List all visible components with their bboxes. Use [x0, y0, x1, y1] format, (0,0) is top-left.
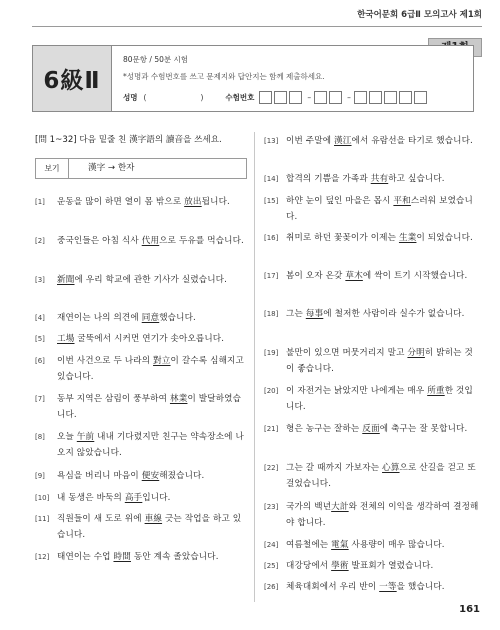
question-number: [23]	[264, 503, 279, 511]
question-item	[35, 233, 247, 249]
question-item	[35, 429, 247, 461]
question-number: [1]	[35, 198, 45, 206]
underlined-word: 車線	[144, 514, 163, 524]
question-item	[35, 353, 247, 385]
exam-info	[123, 54, 429, 104]
name-paren-open: (	[143, 93, 147, 102]
question-number: [17]	[264, 272, 279, 280]
question-number: [14]	[264, 175, 279, 183]
question-text: 동부 지역은 삼림이 풍부하여 林業이 발달하였습니다.	[57, 394, 242, 420]
exam-number-box	[414, 91, 427, 104]
question-number: [12]	[35, 553, 50, 561]
page-number: 161	[459, 604, 480, 615]
question-text: 工場 굴뚝에서 시커먼 연기가 솟아오릅니다.	[57, 334, 225, 344]
exam-info-duration: 80문항 / 50분 시험	[123, 55, 188, 64]
underlined-word: 反面	[362, 424, 380, 434]
exam-number-box	[369, 91, 382, 104]
underlined-word: 午前	[76, 432, 95, 442]
underlined-word: 漢江	[334, 136, 352, 146]
underlined-word: 每事	[305, 309, 324, 319]
underlined-word: 代用	[141, 236, 160, 246]
question-text: 체육대회에서 우리 반이 一等을 했습니다.	[286, 582, 445, 592]
question-item	[35, 272, 247, 288]
name-label: 성명	[123, 93, 138, 102]
question-item	[264, 460, 479, 492]
question-text: 불만이 있으면 머뭇거리지 말고 分明히 밝히는 것이 좋습니다.	[286, 348, 473, 374]
column-divider	[254, 132, 255, 602]
exam-number-box	[289, 91, 302, 104]
question-text: 형은 농구는 잘하는 反面에 축구는 잘 못합니다.	[286, 424, 468, 434]
question-item	[264, 133, 479, 149]
question-text: 대강당에서 學術 발표회가 열렸습니다.	[286, 561, 434, 571]
underlined-word: 時間	[113, 552, 131, 562]
question-number: [9]	[35, 472, 45, 480]
question-text: 태연이는 수업 時間 동안 계속 졸았습니다.	[57, 552, 219, 562]
question-number: [7]	[35, 395, 45, 403]
question-text: 욕심을 버리니 마음이 便安해졌습니다.	[57, 471, 205, 481]
question-number: [13]	[264, 137, 279, 145]
underlined-word: 分明	[407, 348, 425, 358]
exam-number-box	[274, 91, 287, 104]
question-number: [5]	[35, 335, 45, 343]
underlined-word: 平和	[393, 196, 411, 206]
question-number: [26]	[264, 583, 279, 591]
question-text: 하얀 눈이 덮인 마을은 몹시 平和스러워 보였습니다.	[286, 196, 473, 222]
underlined-word: 心算	[382, 463, 400, 473]
question-text: 이번 주말에 漢江에서 유람선을 타기로 했습니다.	[286, 136, 473, 146]
question-text: 운동을 많이 하면 열이 몸 밖으로 放出됩니다.	[57, 197, 230, 207]
underlined-word: 學術	[331, 561, 349, 571]
question-number: [10]	[35, 494, 50, 502]
question-number: [21]	[264, 425, 279, 433]
underlined-word: 林業	[169, 394, 188, 404]
question-item	[35, 549, 247, 565]
question-number: [19]	[264, 349, 279, 357]
question-text: 중국인들은 아침 식사 代用으로 두유를 먹습니다.	[57, 236, 244, 246]
question-text: 여름철에는 電氣 사용량이 매우 많습니다.	[286, 540, 445, 550]
exam-number-box	[259, 91, 272, 104]
question-item	[264, 306, 479, 322]
exam-number-box	[329, 91, 342, 104]
underlined-word: 電氣	[331, 540, 349, 550]
question-text: 新聞에 우리 학교에 관한 기사가 실렸습니다.	[57, 275, 228, 285]
question-item	[264, 383, 479, 415]
question-number: [22]	[264, 464, 279, 472]
question-text: 그는 갈 때까지 가보자는 心算으로 산길을 걷고 또 걸었습니다.	[286, 463, 476, 489]
question-item	[264, 230, 479, 246]
name-paren-close: )	[200, 93, 204, 102]
question-item	[264, 537, 479, 553]
question-text: 합격의 기쁨을 가족과 共有하고 싶습니다.	[286, 174, 445, 184]
question-item	[264, 499, 479, 531]
question-text: 취미로 하던 꽃꽂이가 이제는 生業이 되었습니다.	[286, 233, 473, 243]
underlined-word: 共有	[370, 174, 389, 184]
exam-info-box	[32, 45, 474, 112]
question-number: [15]	[264, 197, 279, 205]
question-item	[35, 490, 247, 506]
question-number: [2]	[35, 237, 45, 245]
question-number: [25]	[264, 562, 279, 570]
underlined-word: 草木	[345, 271, 363, 281]
question-number: [18]	[264, 310, 279, 318]
question-item	[264, 345, 479, 377]
question-text: 봄이 오자 온갖 草木에 싹이 트기 시작했습니다.	[286, 271, 468, 281]
exam-info-notice: *성명과 수험번호를 쓰고 문제지와 답안지는 함께 제출하세요.	[123, 72, 325, 81]
question-text: 내 동생은 바둑의 高手입니다.	[57, 493, 171, 503]
example-tag: 보기	[36, 159, 69, 178]
question-text: 이 자전거는 낡았지만 나에게는 매우 所重한 것입니다.	[286, 386, 473, 412]
question-number: [11]	[35, 515, 50, 523]
question-item	[264, 193, 479, 225]
underlined-word: 放出	[184, 197, 202, 207]
question-item	[264, 268, 479, 284]
question-text: 직원들이 새 도로 위에 車線 긋는 작업을 하고 있습니다.	[57, 514, 242, 540]
underlined-word: 大計	[331, 502, 349, 512]
question-item	[35, 391, 247, 423]
header-rule	[32, 26, 482, 27]
question-text: 재연이는 나의 의견에 同意했습니다.	[57, 313, 196, 323]
question-item	[35, 511, 247, 543]
underlined-word: 一等	[379, 582, 397, 592]
question-item	[35, 468, 247, 484]
question-item	[264, 421, 479, 437]
exam-number-box	[314, 91, 327, 104]
question-number: [8]	[35, 433, 45, 441]
section-instruction: [問 1~32] 다음 밑줄 친 漢字語의 讀音을 쓰세요.	[35, 135, 222, 145]
question-item	[35, 331, 247, 347]
exam-number-box	[354, 91, 367, 104]
exam-number-box	[384, 91, 397, 104]
question-number: [24]	[264, 541, 279, 549]
question-item	[35, 194, 247, 210]
underlined-word: 便安	[141, 471, 160, 481]
exam-number-dash: –	[307, 93, 312, 102]
question-text: 국가의 백년大計와 전체의 이익을 생각하여 결정해야 합니다.	[286, 502, 479, 528]
question-number: [16]	[264, 234, 279, 242]
underlined-word: 高手	[124, 493, 143, 503]
grade-label: 6級Ⅱ	[33, 46, 112, 111]
underlined-word: 同意	[141, 313, 160, 323]
question-item	[35, 310, 247, 326]
question-text: 오늘 午前 내내 기다렸지만 친구는 약속장소에 나오지 않았습니다.	[57, 432, 244, 458]
underlined-word: 所重	[427, 386, 445, 396]
question-item	[264, 579, 479, 595]
exam-info-fields	[123, 91, 429, 104]
exam-number-box	[399, 91, 412, 104]
question-number: [3]	[35, 276, 45, 284]
question-item	[264, 171, 479, 187]
exam-number-dash: –	[347, 93, 351, 102]
question-number: [4]	[35, 314, 45, 322]
question-text: 그는 每事에 철저한 사람이라 실수가 없습니다.	[286, 309, 465, 319]
underlined-word: 新聞	[57, 275, 75, 285]
question-number: [6]	[35, 357, 45, 365]
exam-number-label: 수험번호	[225, 93, 255, 102]
running-header-title: 한국어문회 6급Ⅱ 모의고사 제1회	[357, 10, 482, 20]
question-number: [20]	[264, 387, 279, 395]
example-box	[35, 158, 247, 179]
question-text: 이번 사건으로 두 나라의 對立이 갈수록 심해지고 있습니다.	[57, 356, 244, 382]
underlined-word: 工場	[57, 334, 75, 344]
question-item	[264, 558, 479, 574]
underlined-word: 生業	[398, 233, 417, 243]
underlined-word: 對立	[153, 356, 171, 366]
example-text: 漢字 → 한자	[88, 163, 135, 173]
